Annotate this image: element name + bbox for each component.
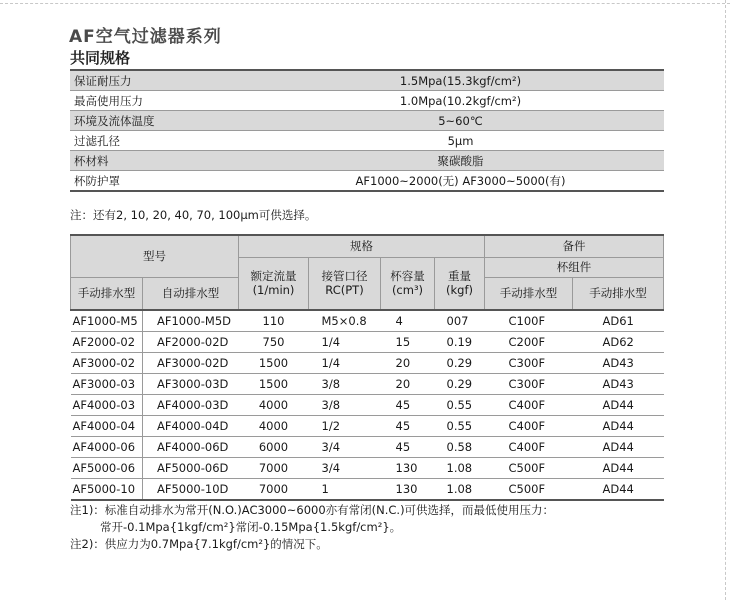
footnote-1: 注1)：标准自动排水为常开(N.O.)AC3000~6000亦有常闭(N.C.)可供选择，而最低使用压力： [70, 503, 555, 517]
model-manual-cell: AF5000-10 [71, 479, 143, 501]
spec-value: 聚碳酸脂 [437, 153, 484, 168]
header-manual: 手动排水型 [71, 277, 143, 310]
bowl-assembly-cell: C300F [485, 353, 573, 374]
header-parts-manual: 手动排水型 [485, 277, 573, 310]
filter-size-note: 注：还有2, 10, 20, 40, 70, 100μm可供选择。 [70, 208, 317, 222]
table-row [71, 353, 664, 374]
table-row [71, 437, 664, 458]
spec-value: 1.0Mpa(10.2kgf/cm²) [399, 93, 522, 108]
model-manual-cell: AF4000-06 [71, 437, 143, 458]
footnote-2: 注2)：供应力为0.7Mpa{7.1kgf/cm²}的情况下。 [70, 537, 328, 551]
model-auto-cell: AF3000-03D [143, 374, 239, 395]
spec-row [70, 111, 664, 131]
bowl-capacity-cell: 20 [381, 353, 435, 374]
series-title: AF空气过滤器系列 [69, 27, 222, 47]
port-size-cell: 3/8 [309, 374, 381, 395]
port-size-cell: 1 [309, 479, 381, 501]
weight-cell: 0.19 [435, 332, 485, 353]
bowl-assembly-cell: C400F [485, 437, 573, 458]
header-bowl-assembly: 杯组件 [485, 257, 664, 277]
table-row [71, 310, 664, 332]
common-spec-table [70, 69, 664, 192]
rated-flow-cell: 6000 [239, 437, 309, 458]
spec-row [70, 131, 664, 151]
spec-label: 过滤孔径 [74, 133, 120, 148]
bowl-capacity-cell: 45 [381, 416, 435, 437]
model-auto-cell: AF1000-M5D [143, 310, 239, 332]
weight-cell: 0.29 [435, 353, 485, 374]
drain-part-cell: AD44 [573, 437, 664, 458]
weight-cell: 0.55 [435, 416, 485, 437]
rated-flow-cell: 4000 [239, 416, 309, 437]
model-manual-cell: AF4000-03 [71, 395, 143, 416]
drain-part-cell: AD44 [573, 458, 664, 479]
spec-label: 杯材料 [74, 153, 109, 168]
header-auto: 自动排水型 [143, 277, 239, 310]
model-manual-cell: AF3000-03 [71, 374, 143, 395]
weight-cell: 1.08 [435, 479, 485, 501]
weight-cell: 0.29 [435, 374, 485, 395]
bowl-capacity-cell: 15 [381, 332, 435, 353]
bowl-capacity-cell: 45 [381, 395, 435, 416]
model-auto-cell: AF4000-06D [143, 437, 239, 458]
spec-label: 最高使用压力 [74, 93, 143, 108]
port-size-cell: 3/8 [309, 395, 381, 416]
weight-cell: 1.08 [435, 458, 485, 479]
spec-row [70, 151, 664, 171]
drain-part-cell: AD44 [573, 479, 664, 501]
bowl-capacity-cell: 20 [381, 374, 435, 395]
table-row [71, 332, 664, 353]
bowl-capacity-cell: 130 [381, 479, 435, 501]
section-title: 共同规格 [70, 49, 131, 67]
model-auto-cell: AF4000-03D [143, 395, 239, 416]
header-capacity: 杯容量 (cm³) [381, 257, 435, 310]
weight-cell: 0.58 [435, 437, 485, 458]
spec-row [70, 171, 664, 192]
rated-flow-cell: 1500 [239, 353, 309, 374]
port-size-cell: 1/4 [309, 332, 381, 353]
bowl-assembly-cell: C100F [485, 310, 573, 332]
drain-part-cell: AD43 [573, 374, 664, 395]
spec-row [70, 70, 664, 91]
drain-part-cell: AD62 [573, 332, 664, 353]
spec-label: 环境及流体温度 [74, 113, 155, 128]
bowl-capacity-cell: 45 [381, 437, 435, 458]
table-row [71, 458, 664, 479]
rated-flow-cell: 7000 [239, 458, 309, 479]
spec-value: 5~60℃ [438, 113, 483, 128]
model-manual-cell: AF4000-04 [71, 416, 143, 437]
header-parts-manual-2: 手动排水型 [573, 277, 664, 310]
bowl-assembly-cell: C500F [485, 479, 573, 501]
model-manual-cell: AF3000-02 [71, 353, 143, 374]
spec-value: AF1000~2000(无) AF3000~5000(有) [355, 173, 566, 188]
header-parts: 备件 [485, 235, 664, 257]
right-dashed-border [725, 0, 726, 600]
port-size-cell: 3/4 [309, 458, 381, 479]
drain-part-cell: AD43 [573, 353, 664, 374]
weight-cell: 0.55 [435, 395, 485, 416]
model-manual-cell: AF2000-02 [71, 332, 143, 353]
port-size-cell: 1/2 [309, 416, 381, 437]
rated-flow-cell: 1500 [239, 374, 309, 395]
port-size-cell: M5×0.8 [309, 310, 381, 332]
spec-value: 5μm [447, 133, 474, 148]
bowl-capacity-cell: 4 [381, 310, 435, 332]
spec-value: 1.5Mpa(15.3kgf/cm²) [399, 73, 522, 88]
rated-flow-cell: 4000 [239, 395, 309, 416]
model-auto-cell: AF3000-02D [143, 353, 239, 374]
top-dashed-border [0, 3, 730, 4]
drain-part-cell: AD61 [573, 310, 664, 332]
rated-flow-cell: 110 [239, 310, 309, 332]
weight-cell: 007 [435, 310, 485, 332]
rated-flow-cell: 7000 [239, 479, 309, 501]
footnotes [70, 502, 554, 553]
model-auto-cell: AF4000-04D [143, 416, 239, 437]
model-manual-cell: AF5000-06 [71, 458, 143, 479]
header-flow: 额定流量 (1/min) [239, 257, 309, 310]
header-port: 接管口径 RC(PT) [309, 257, 381, 310]
spec-label: 保证耐压力 [74, 73, 132, 88]
header-weight: 重量 (kgf) [435, 257, 485, 310]
bowl-assembly-cell: C400F [485, 395, 573, 416]
table-row [71, 374, 664, 395]
bowl-assembly-cell: C500F [485, 458, 573, 479]
header-model: 型号 [71, 235, 239, 277]
model-auto-cell: AF2000-02D [143, 332, 239, 353]
footnote-1-continued: 常开-0.1Mpa{1kgf/cm²}常闭-0.15Mpa{1.5kgf/cm²}。 [100, 520, 402, 534]
bowl-assembly-cell: C200F [485, 332, 573, 353]
model-auto-cell: AF5000-06D [143, 458, 239, 479]
table-row [71, 479, 664, 501]
drain-part-cell: AD44 [573, 416, 664, 437]
bowl-assembly-cell: C400F [485, 416, 573, 437]
port-size-cell: 1/4 [309, 353, 381, 374]
model-auto-cell: AF5000-10D [143, 479, 239, 501]
model-manual-cell: AF1000-M5 [71, 310, 143, 332]
table-row [71, 416, 664, 437]
header-spec: 规格 [239, 235, 485, 257]
drain-part-cell: AD44 [573, 395, 664, 416]
model-table [70, 234, 664, 501]
bowl-capacity-cell: 130 [381, 458, 435, 479]
table-row [71, 395, 664, 416]
bowl-assembly-cell: C300F [485, 374, 573, 395]
spec-label: 杯防护罩 [74, 173, 120, 188]
port-size-cell: 3/4 [309, 437, 381, 458]
spec-row [70, 91, 664, 111]
rated-flow-cell: 750 [239, 332, 309, 353]
